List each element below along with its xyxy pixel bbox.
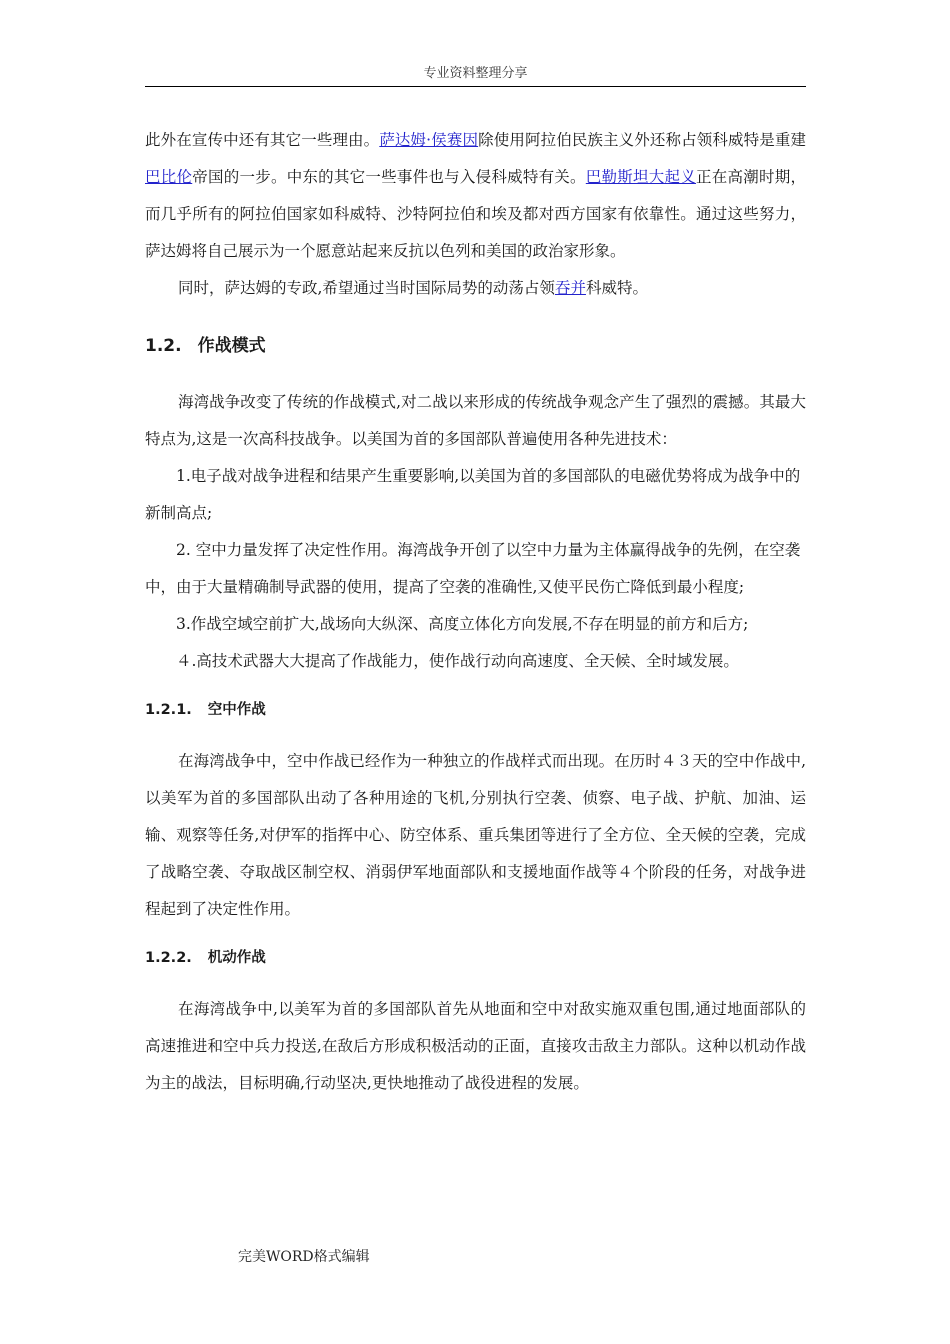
heading-1-2-1-title: 空中作战 — [207, 702, 266, 718]
link-annex[interactable]: 吞并 — [554, 279, 586, 297]
heading-1-2-title: 作战模式 — [197, 336, 266, 356]
intro-text-1a: 此外在宣传中还有其它一些理由。 — [145, 131, 380, 149]
intro-text-2b: 科威特。 — [585, 279, 648, 297]
document-body — [145, 122, 806, 1102]
heading-1-2-2-number: 1.2.2. — [145, 950, 192, 966]
section-1-2-1-paragraph: 在海湾战争中，空中作战已经作为一种独立的作战样式而出现。在历时４３天的空中作战中,以美军为首的多国部队出动了各种用途的飞机,分别执行空袭、侦察、电子战、护航、加油、运输、观察等任务,对伊军的指挥中心、防空体系、重兵集团等进行了全方位、全天候的空袭，完成了战略空袭、夺取战区制空权、消弱伊军地面部队和支援地面作战等４个阶段的任务，对战争进程起到了决定性作用。 — [145, 752, 806, 918]
heading-1-2-1-number: 1.2.1. — [145, 702, 192, 718]
intro-text-1c: 帝国的一步。中东的其它一些事件也与入侵科威特有关。 — [192, 168, 586, 186]
heading-1-2-number: 1.2. — [145, 336, 182, 356]
heading-1-2 — [145, 331, 806, 356]
link-saddam-hussein[interactable]: 萨达姆·侯赛因 — [379, 131, 479, 149]
heading-1-2-2-title: 机动作战 — [207, 950, 266, 966]
intro-text-1b: 除使用阿拉伯民族主义外还称占领科威特是重建 — [478, 131, 806, 149]
intro-text-2a: 同时，萨达姆的专政,希望通过当时国际局势的动荡占领 — [178, 279, 555, 297]
link-babylon[interactable]: 巴比伦 — [145, 168, 193, 186]
heading-1-2-2 — [145, 946, 806, 967]
list-item: 2. 空中力量发挥了决定性作用。海湾战争开创了以空中力量为主体赢得战争的先例，在空袭中，由于大量精确制导武器的使用，提高了空袭的准确性,又使平民伤亡降低到最小程度; — [145, 541, 801, 596]
section-1-2-paragraph: 海湾战争改变了传统的作战模式,对二战以来形成的传统战争观念产生了强烈的震撼。其最大特点为,这是一次高科技战争。以美国为首的多国部队普遍使用各种先进技术： — [145, 393, 806, 448]
section-1-2-2-paragraph: 在海湾战争中,以美军为首的多国部队首先从地面和空中对敌实施双重包围,通过地面部队的高速推进和空中兵力投送,在敌后方形成积极活动的正面，直接攻击敌主力部队。这种以机动作战为主的战法，目标明确,行动坚决,更快地推动了战役进程的发展。 — [145, 1000, 806, 1092]
intro-text-1d: 正在高潮时期，而几乎所有的阿拉伯国家如科威特、沙特阿拉伯和埃及都对西方国家有依靠性。通过这些努力，萨达姆将自己展示为一个愿意站起来反抗以色列和美国的政治家形象。 — [145, 168, 806, 260]
page-header — [145, 64, 806, 87]
page-footer — [238, 1246, 370, 1266]
link-intifada[interactable]: 巴勒斯坦大起义 — [585, 168, 696, 186]
list-item: 1.电子战对战争进程和结果产生重要影响,以美国为首的多国部队的电磁优势将成为战争中的新制高点; — [145, 467, 801, 522]
list-item: ４.高技术武器大大提高了作战能力，使作战行动向高速度、全天候、全时域发展。 — [176, 652, 739, 670]
intro-paragraph-1 — [145, 122, 806, 270]
intro-paragraph-2 — [145, 270, 806, 307]
list-item: 3.作战空域空前扩大,战场向大纵深、高度立体化方向发展,不存在明显的前方和后方; — [176, 615, 749, 633]
heading-1-2-1 — [145, 698, 806, 719]
footer-text: 完美WORD格式编辑 — [238, 1249, 370, 1265]
header-text: 专业资料整理分享 — [423, 66, 528, 81]
